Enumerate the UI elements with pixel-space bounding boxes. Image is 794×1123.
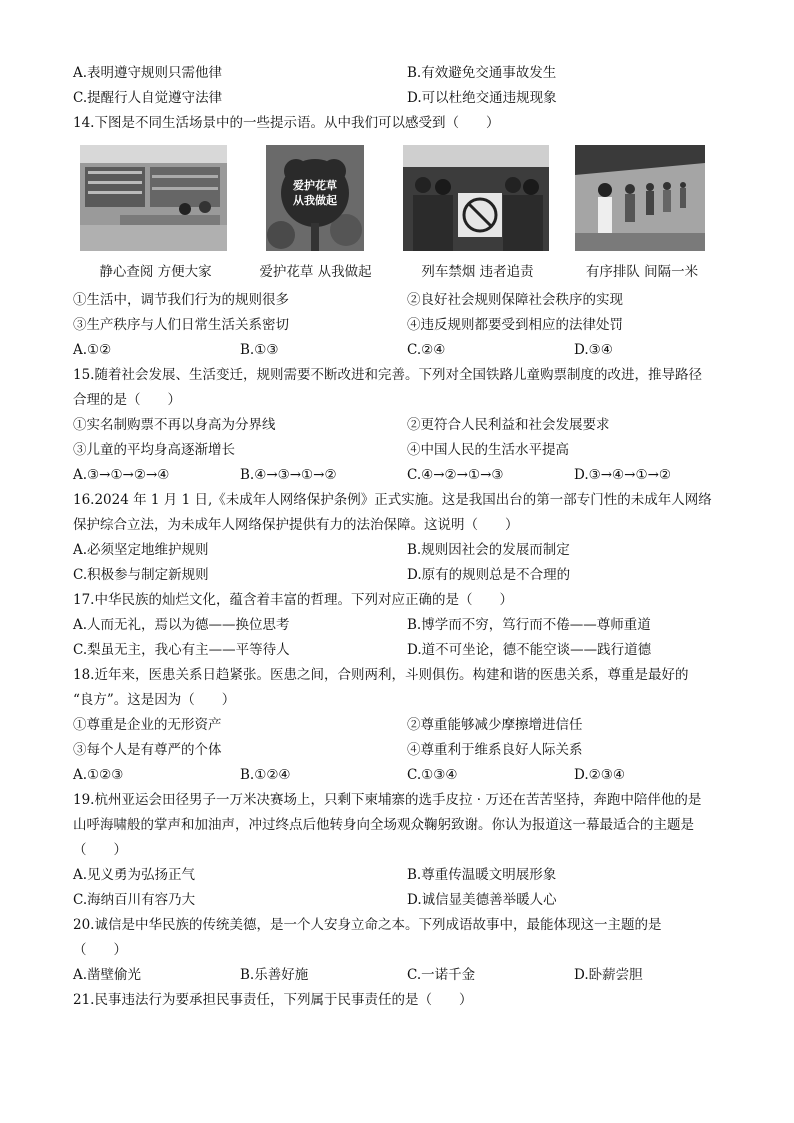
q16-stem-line2: 保护综合立法，为未成年人网络保护提供有力的法治保障。这说明（ ） bbox=[73, 517, 519, 533]
flower-sign-photo bbox=[266, 145, 364, 251]
q13-option-b: B.有效避免交通事故发生 bbox=[407, 65, 557, 81]
sign-text-line2: 从我做起 bbox=[293, 194, 337, 207]
q20-option-a: A.凿壁偷光 bbox=[73, 967, 142, 983]
q16-option-d: D.原有的规则总是不合理的 bbox=[407, 567, 571, 583]
q14-item-3: ③生产秩序与人们日常生活关系密切 bbox=[73, 317, 289, 333]
q15-stem-line1: 15.随着社会发展、生活变迁，规则需要不断改进和完善。下列对全国铁路儿童购票制度的改进，推导路径 bbox=[73, 367, 702, 383]
q20-stem-line1: 20.诚信是中华民族的传统美德，是一个人安身立命之本。下列成语故事中，最能体现这一主题的是 bbox=[73, 917, 662, 933]
library-photo bbox=[80, 145, 227, 251]
q15-item-3: ③儿童的平均身高逐渐增长 bbox=[73, 442, 235, 458]
q15-option-b: B.④→③→①→② bbox=[240, 467, 337, 483]
q14-option-c: C.②④ bbox=[407, 342, 446, 358]
q20-option-d: D.卧薪尝胆 bbox=[574, 967, 643, 983]
q17-option-c: C.梨虽无主，我心有主——平等待人 bbox=[73, 642, 290, 658]
q15-option-d: D.③→④→①→② bbox=[574, 467, 671, 483]
q15-stem-line2: 合理的是（ ） bbox=[73, 392, 181, 408]
queue-photo bbox=[575, 145, 705, 251]
q18-stem-line2: “良方”。这是因为（ ） bbox=[73, 692, 236, 708]
q15-item-2: ②更符合人民利益和社会发展要求 bbox=[407, 417, 610, 433]
q16-option-c: C.积极参与制定新规则 bbox=[73, 567, 209, 583]
q20-option-c: C.一诺千金 bbox=[407, 967, 476, 983]
q15-option-c: C.④→②→①→③ bbox=[407, 467, 504, 483]
q17-option-d: D.道不可坐论，德不能空谈——践行道德 bbox=[407, 642, 652, 658]
q18-option-c: C.①③④ bbox=[407, 767, 458, 783]
caption-train: 列车禁烟 违者追责 bbox=[421, 264, 534, 280]
caption-queue: 有序排队 间隔一米 bbox=[585, 264, 699, 280]
q19-option-d: D.诚信显美德善举暖人心 bbox=[407, 892, 557, 908]
q18-option-b: B.①②④ bbox=[240, 767, 291, 783]
q14-option-b: B.①③ bbox=[240, 342, 279, 358]
q17-option-a: A.人而无礼，焉以为德——换位思考 bbox=[73, 617, 290, 633]
q17-option-b: B.博学而不穷，笃行而不倦——尊师重道 bbox=[407, 617, 651, 633]
q18-item-4: ④尊重利于维系良好人际关系 bbox=[407, 742, 583, 758]
q19-option-a: A.见义勇为弘扬正气 bbox=[73, 867, 196, 883]
q14-stem: 14.下图是不同生活场景中的一些提示语。从中我们可以感受到（ ） bbox=[73, 115, 500, 131]
q18-option-a: A.①②③ bbox=[73, 767, 124, 783]
q19-option-b: B.尊重传温暖文明展形象 bbox=[407, 867, 557, 883]
q16-option-a: A.必须坚定地维护规则 bbox=[73, 542, 209, 558]
q18-option-d: D.②③④ bbox=[574, 767, 625, 783]
q19-option-c: C.海纳百川有容乃大 bbox=[73, 892, 196, 908]
q20-stem-line2: （ ） bbox=[73, 942, 127, 958]
q14-item-4: ④违反规则都要受到相应的法律处罚 bbox=[407, 317, 623, 333]
q16-option-b: B.规则因社会的发展而制定 bbox=[407, 542, 570, 558]
sign-text-line1: 爱护花草 bbox=[293, 179, 337, 192]
q19-stem-line3: （ ） bbox=[73, 842, 127, 858]
q15-item-1: ①实名制购票不再以身高为分界线 bbox=[73, 417, 276, 433]
q21-stem: 21.民事违法行为要承担民事责任，下列属于民事责任的是（ ） bbox=[73, 992, 473, 1008]
q16-stem-line1: 16.2024 年 1 月 1 日,《未成年人网络保护条例》正式实施。这是我国出台的第一部专门性的未成年人网络 bbox=[73, 492, 712, 508]
q13-option-d: D.可以杜绝交通违规现象 bbox=[407, 90, 557, 106]
q19-stem-line2: 山呼海啸般的掌声和加油声，冲过终点后他转身向全场观众鞠躬致谢。你认为报道这一幕最适合的主题是 bbox=[73, 817, 694, 833]
q13-option-c: C.提醒行人自觉遵守法律 bbox=[73, 90, 223, 106]
q17-stem: 17.中华民族的灿烂文化，蕴含着丰富的哲理。下列对应正确的是（ ） bbox=[73, 592, 513, 608]
q19-stem-line1: 19.杭州亚运会田径男子一万米决赛场上，只剩下柬埔寨的选手皮拉 · 万还在苦苦坚持，奔跑中陪伴他的是 bbox=[73, 792, 702, 808]
q18-item-3: ③每个人是有尊严的个体 bbox=[73, 742, 222, 758]
q14-item-1: ①生活中，调节我们行为的规则很多 bbox=[73, 292, 289, 308]
q20-option-b: B.乐善好施 bbox=[240, 967, 309, 983]
q14-option-d: D.③④ bbox=[574, 342, 613, 358]
caption-library: 静心查阅 方便大家 bbox=[99, 264, 212, 280]
q18-item-1: ①尊重是企业的无形资产 bbox=[73, 717, 222, 733]
q15-option-a: A.③→①→②→④ bbox=[73, 467, 170, 483]
caption-flowers: 爱护花草 从我做起 bbox=[259, 264, 372, 280]
q18-item-2: ②尊重能够减少摩擦增进信任 bbox=[407, 717, 583, 733]
q14-option-a: A.①② bbox=[73, 342, 112, 358]
train-no-smoking-photo bbox=[403, 145, 549, 251]
q15-item-4: ④中国人民的生活水平提高 bbox=[407, 442, 569, 458]
q14-item-2: ②良好社会规则保障社会秩序的实现 bbox=[407, 292, 623, 308]
q18-stem-line1: 18.近年来，医患关系日趋紧张。医患之间，合则两利，斗则俱伤。构建和谐的医患关系，尊重是最好的 bbox=[73, 667, 689, 683]
q13-option-a: A.表明遵守规则只需他律 bbox=[73, 65, 223, 81]
